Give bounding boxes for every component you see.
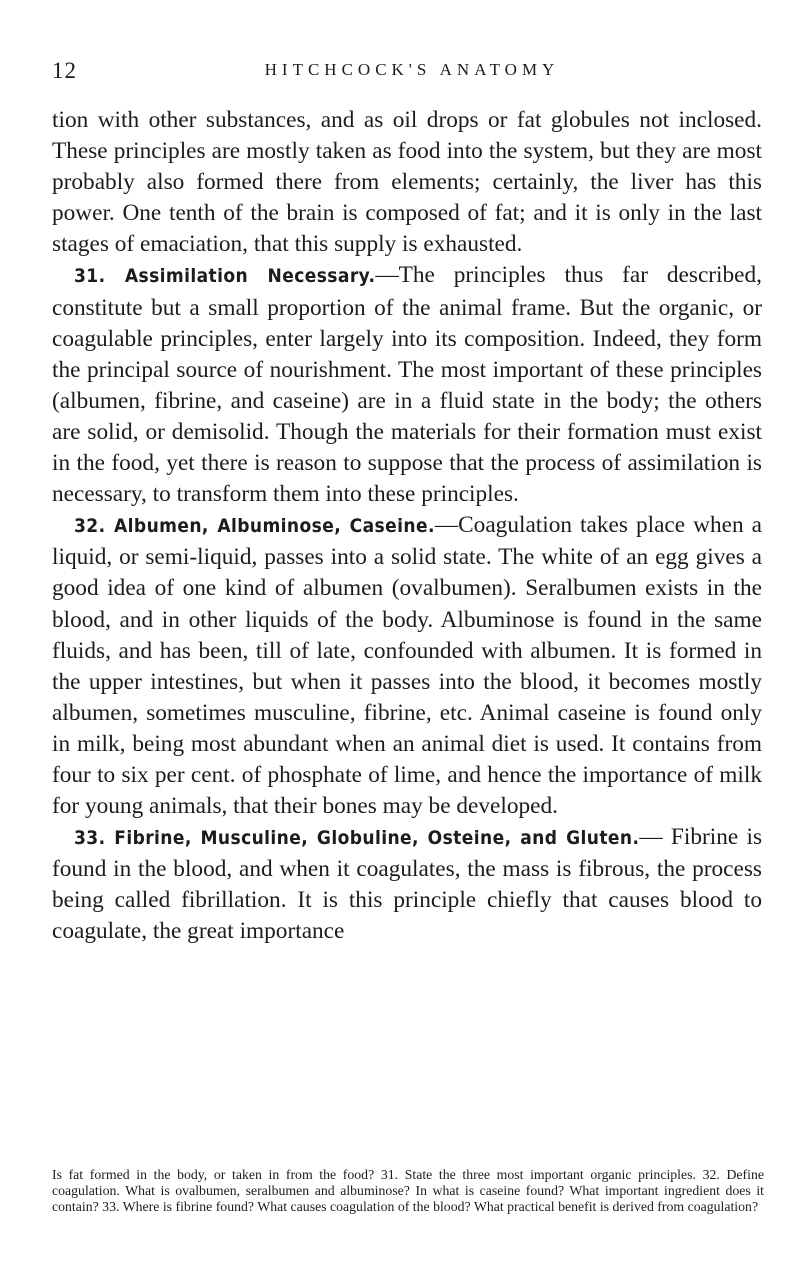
- section-31-paragraph: [52, 260, 762, 510]
- intro-paragraph: tion with other substances, and as oil drops or fat globules not inclosed. These principles are mostly taken as food into the system, but they are most probably also formed there from elements; certainly, the liver has this power. One tenth of the brain is composed of fat; and it is only in the last stages of emaciation, that this supply is exhausted.: [52, 107, 762, 258]
- section-32-paragraph: [52, 510, 762, 822]
- page-header: [52, 58, 772, 88]
- page-number: 12: [52, 58, 77, 83]
- section-33-text: — Fibrine is found in the blood, and when it coagulates, the mass is fibrous, the process being called fibrillation. It is this principle chiefly that causes blood to coagulate, the great importance: [52, 824, 763, 945]
- section-32-heading: 32. Albumen, Albuminose, Caseine.: [74, 515, 435, 538]
- section-33-paragraph: [52, 822, 762, 947]
- section-33-heading: 33. Fibrine, Musculine, Globuline, Osteine, and Gluten.: [74, 827, 640, 850]
- study-questions: Is fat formed in the body, or taken in from the food? 31. State the three most important organic principles. 32. Define coagulation. What is ovalbumen, seralbumen and albuminose? In what is caseine found? What important ingredient does it contain? 33. Where is fibrine found? What causes coagulation of the blood? What practical benefit is derived from coagulation?: [52, 1167, 764, 1215]
- body-text: [52, 105, 762, 948]
- section-31-text: —The principles thus far described, constitute but a small proportion of the animal frame. But the organic, or coagulable principles, enter largely into its composition. Indeed, they form the principal source of nourishment. The most important of these principles (albumen, fibrine, and caseine) are in a fluid state in the body; the others are solid, or demisolid. Though the materials for their formation must exist in the food, yet there is reason to suppose that the process of assimilation is necessary, to transform them into these principles.: [52, 262, 762, 508]
- running-title: HITCHCOCK'S ANATOMY: [264, 60, 560, 79]
- section-31-heading: 31. Assimilation Necessary.: [74, 265, 376, 288]
- section-32-text: —Coagulation takes place when a liquid, or semi-liquid, passes into a solid state. The white of an egg gives a good idea of one kind of albumen (ovalbumen). Seralbumen exists in the blood, and in other liquids of the body. Albuminose is found in the same fluids, and has been, till of late, confounded with albumen. It is formed in the upper intestines, but when it passes into the blood, it becomes mostly albumen, sometimes musculine, fibrine, etc. Animal caseine is found only in milk, being most abundant when an animal diet is used. It contains from four to six per cent. of phosphate of lime, and hence the importance of milk for young animals, that their bones may be developed.: [52, 512, 762, 820]
